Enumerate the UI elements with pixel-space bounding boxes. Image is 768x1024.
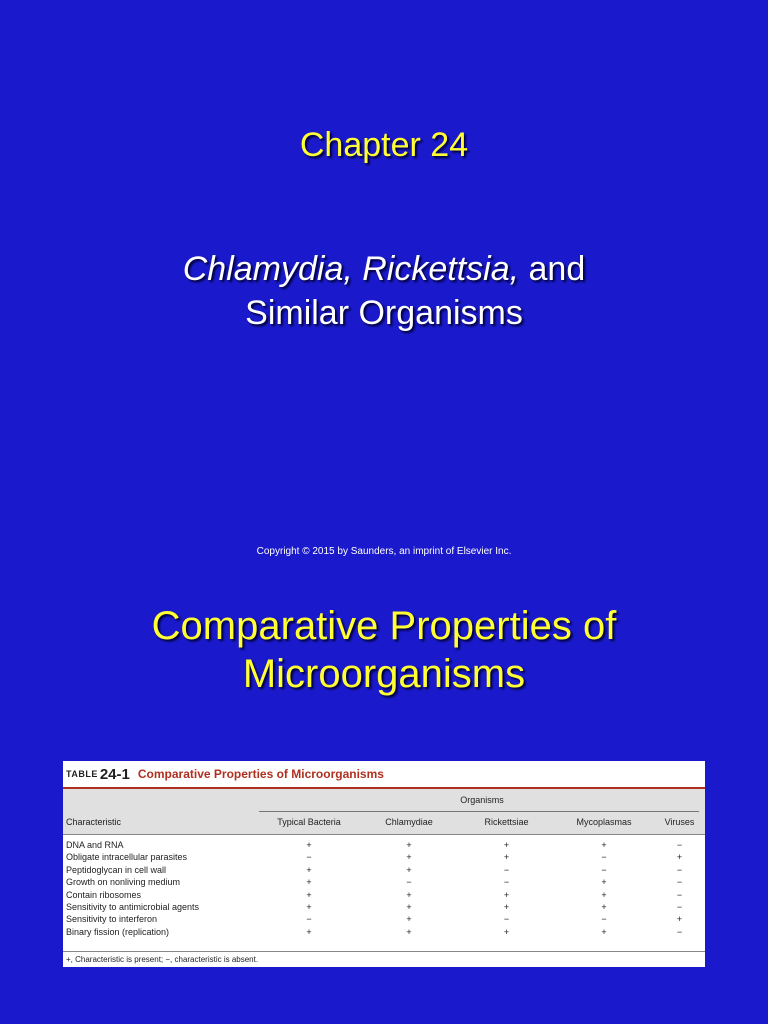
- table-cell: Obligate intracellular parasites: [66, 852, 188, 863]
- table-cell: +: [306, 926, 312, 937]
- table-title-bar: [63, 761, 705, 789]
- table-cell: Sensitivity to antimicrobial agents: [66, 901, 200, 912]
- table-cell: +: [406, 852, 412, 863]
- table-cell: +: [601, 926, 607, 937]
- column-headers: [63, 817, 705, 831]
- table-body: [63, 835, 705, 938]
- column-header: Viruses: [664, 817, 695, 827]
- table-number: 24-1: [99, 765, 130, 783]
- subtitle-italic-part: Chlamydia, Rickettsia,: [182, 250, 520, 288]
- table-row: [63, 913, 705, 925]
- chapter-subtitle: [0, 247, 768, 335]
- table-cell: +: [503, 901, 510, 912]
- table-row: [63, 926, 705, 938]
- table-cell: −: [676, 877, 683, 888]
- table-cell: −: [676, 864, 683, 875]
- table-cell: −: [503, 864, 510, 875]
- table-cell: +: [406, 926, 412, 937]
- table-row: [63, 889, 705, 901]
- table-cell: −: [676, 926, 683, 937]
- table-cell: −: [676, 889, 683, 900]
- column-header: Chlamydiae: [385, 817, 433, 827]
- table-cell: +: [503, 889, 510, 900]
- table-cell: −: [306, 852, 312, 863]
- slide2-heading-line2: Microorganisms: [242, 652, 526, 696]
- table-cell: +: [406, 864, 412, 875]
- slide2-heading-line1: Comparative Properties of: [151, 604, 617, 648]
- table-row: [63, 851, 705, 863]
- table-row: [63, 876, 705, 888]
- table-cell: +: [676, 914, 683, 925]
- table-cell: Contain ribosomes: [66, 889, 142, 900]
- table-cell: +: [503, 926, 510, 937]
- table-cell: Peptidoglycan in cell wall: [66, 864, 167, 875]
- table-cell: +: [676, 852, 683, 863]
- table-cell: −: [601, 852, 607, 863]
- table-cell: Binary fission (replication): [66, 926, 170, 937]
- table-row: [63, 864, 705, 876]
- table-cell: Growth on nonliving medium: [66, 877, 181, 888]
- table-cell: Sensitivity to interferon: [66, 914, 158, 925]
- column-header: Characteristic: [66, 817, 122, 827]
- table-cell: +: [503, 840, 510, 850]
- table-cell: +: [406, 889, 412, 900]
- table-cell: +: [601, 889, 607, 900]
- table-footnote: +, Characteristic is present; −, characteristic is absent.: [63, 951, 705, 967]
- table-cell: +: [406, 914, 412, 925]
- table-cell: −: [601, 914, 607, 925]
- column-header: Typical Bacteria: [277, 817, 341, 827]
- group-header-rule: [259, 811, 699, 812]
- table-cell: −: [503, 914, 510, 925]
- table-cell: −: [676, 901, 683, 912]
- subtitle-line2: Similar Organisms: [245, 294, 523, 332]
- table-cell: +: [306, 877, 312, 888]
- table-title: Comparative Properties of Microorganisms: [137, 767, 384, 781]
- table-cell: −: [676, 840, 683, 850]
- table-cell: +: [406, 840, 412, 850]
- table-cell: +: [306, 864, 312, 875]
- table-cell: +: [601, 840, 607, 850]
- table-cell: +: [601, 901, 607, 912]
- table-cell: +: [601, 877, 607, 888]
- table-header: [63, 789, 705, 835]
- table-cell: DNA and RNA: [66, 840, 124, 850]
- copyright-notice: Copyright © 2015 by Saunders, an imprint of Elsevier Inc.: [256, 546, 512, 557]
- table-cell: +: [306, 889, 312, 900]
- table-cell: +: [306, 901, 312, 912]
- subtitle-rest: and: [519, 250, 586, 288]
- table-cell: −: [306, 914, 312, 925]
- table-cell: −: [601, 864, 607, 875]
- table-row: [63, 839, 705, 851]
- organisms-group-header: Organisms: [460, 795, 504, 805]
- column-header: Rickettsiae: [484, 817, 529, 827]
- table-cell: +: [503, 852, 510, 863]
- chapter-title: Chapter 24: [299, 126, 469, 164]
- properties-table: [63, 761, 705, 967]
- table-row: [63, 901, 705, 913]
- slide2-heading: [0, 602, 768, 698]
- table-label: TABLE: [66, 769, 98, 779]
- table-cell: −: [406, 877, 412, 888]
- table-cell: +: [406, 901, 412, 912]
- column-header: Mycoplasmas: [576, 817, 632, 827]
- table-cell: −: [503, 877, 510, 888]
- table-cell: +: [306, 840, 312, 850]
